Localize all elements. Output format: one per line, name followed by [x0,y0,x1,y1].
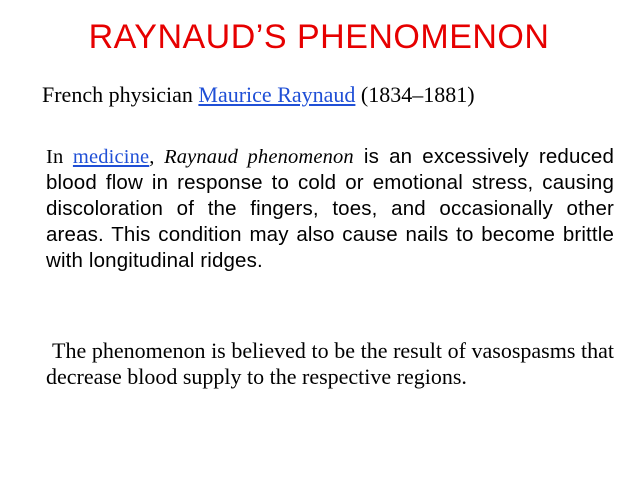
paragraph-lead: In [46,146,73,168]
maurice-raynaud-link[interactable]: Maurice Raynaud [198,82,356,107]
subtitle-prefix: French physician [42,82,199,107]
subtitle-dates: (1834–1881) [355,82,475,107]
paragraph-comma: , [149,146,165,168]
cause-text: The phenomenon is believed to be the result of vasospasms that decrease blood supply to the respective regions. [46,338,614,389]
cause-paragraph [46,338,614,390]
medicine-link[interactable]: medicine [72,146,150,168]
raynaud-phenomenon-term: Raynaud phenomenon [164,146,354,168]
subtitle-line [42,82,612,108]
slide-title: RAYNAUD’S PHENOMENON [88,18,550,56]
definition-body: is an excessively reduced blood flow in response to cold or emotional stress, causing discoloration of the fingers, toes, and occasionally other areas. This condition may also cause nails to become brittle with longitudinal ridges. [46,145,615,272]
definition-paragraph [46,144,614,274]
